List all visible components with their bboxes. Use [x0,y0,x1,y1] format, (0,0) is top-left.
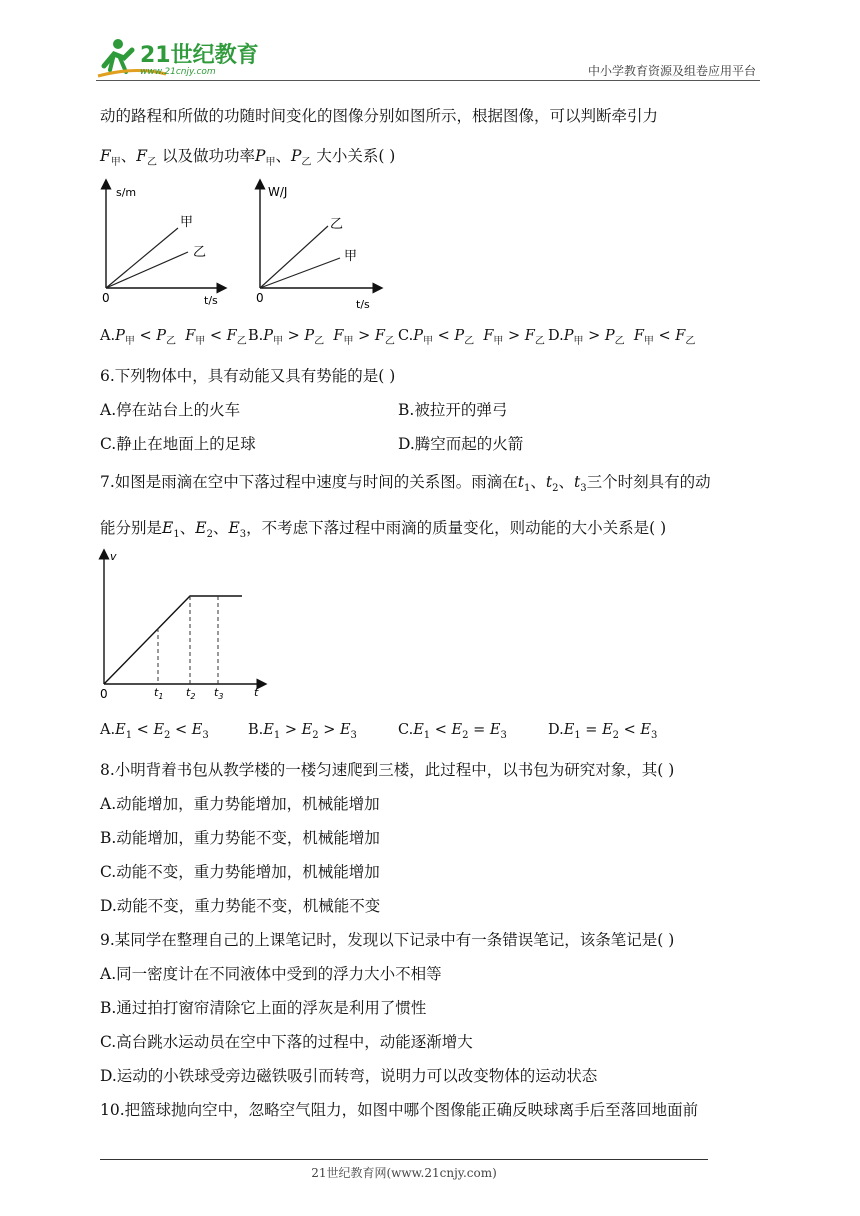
graph2-origin: 0 [256,291,264,305]
q7-option-d[interactable]: $D.E_1 = E_2 < E_3$ [548,722,658,741]
q7-option-c[interactable]: $C.E_1 < E_2 = E_3$ [398,722,507,741]
q5-option-c[interactable]: $C.P_甲 < P_乙$ $F_甲 > F_乙$ [398,328,545,347]
footer-text[interactable]: 21世纪教育网(www.21cnjy.com) [311,1166,497,1180]
q5-option-a[interactable]: $A.P_甲 < P_乙$ $F_甲 < F_乙$ [100,328,247,347]
q8-option-b[interactable]: B.动能增加，重力势能不变，机械能增加 [100,829,380,847]
graph1-label-yi: 乙 [193,245,207,260]
q7-tick-t1: $t_1$ [154,686,164,701]
q8-stem: 8.小明背着书包从教学楼的一楼匀速爬到三楼，此过程中，以书包为研究对象，其( ) [100,761,675,779]
q8-option-c[interactable]: C.动能不变，重力势能增加，机械能增加 [100,863,380,881]
footer-divider [100,1159,708,1160]
header-platform-text: 中小学教育资源及组卷应用平台 [587,64,756,78]
runner-logo-icon [96,36,266,80]
q8-option-d[interactable]: D.动能不变，重力势能不变，机械能不变 [100,897,381,915]
q7-ylabel: v [110,550,117,563]
q7-stem-line1: 7.如图是雨滴在空中下落过程中速度与时间的关系图。雨滴在$t_1$、$t_2$、$t_3$三个时刻具有的动 [100,473,711,495]
q7-option-b[interactable]: $B.E_1 > E_2 > E_3$ [248,722,357,741]
q10-stem: 10.把篮球抛向空中，忽略空气阻力，如图中哪个图像能正确反映球离手后至落回地面前 [100,1101,699,1119]
q7-stem-line2: 能分别是$E_1$、$E_2$、$E_3$，不考虑下落过程中雨滴的质量变化，则动能的大小关系是( ) [100,519,667,541]
graph1-label-jia: 甲 [180,215,194,230]
logo-url: www.21cnjy.com [140,67,216,77]
graph2-label-jia: 甲 [344,249,358,264]
q9-option-b[interactable]: B.通过拍打窗帘清除它上面的浮灰是利用了惯性 [100,999,427,1017]
graph1-origin: 0 [102,291,110,305]
q5-graph-work-time [252,178,392,312]
line-jia [260,258,340,288]
q9-option-a[interactable]: A.同一密度计在不同液体中受到的浮力大小不相等 [100,965,442,983]
graph2-ylabel: W/J [268,185,288,199]
q7-xlabel: t [254,686,259,699]
line-yi [106,252,188,288]
q9-option-d[interactable]: D.运动的小铁球受旁边磁铁吸引而转弯，说明力可以改变物体的运动状态 [100,1067,598,1085]
q5-line2: $F_甲$、$F_乙$ 以及做功功率$P_甲$、$P_乙$ 大小关系( ) [100,147,396,169]
q5-option-b[interactable]: $B.P_甲 > P_乙$ $F_甲 > F_乙$ [248,328,395,347]
q7-tick-t2: $t_2$ [186,686,196,701]
q7-origin: 0 [100,687,108,701]
site-logo [96,36,266,80]
q6-option-b[interactable]: B.被拉开的弹弓 [398,401,508,419]
q9-stem: 9.某同学在整理自己的上课笔记时，发现以下记录中有一条错误笔记，该条笔记是( ) [100,931,675,949]
q5-option-d[interactable]: $D.P_甲 > P_乙$ $F_甲 < F_乙$ [548,328,696,347]
logo-text: 21世纪教育 [140,43,259,68]
q9-option-c[interactable]: C.高台跳水运动员在空中下落的过程中，动能逐渐增大 [100,1033,473,1051]
q8-option-a[interactable]: A.动能增加，重力势能增加，机械能增加 [100,795,380,813]
q6-option-a[interactable]: A.停在站台上的火车 [100,401,241,419]
q7-tick-t3: $t_3$ [214,686,224,701]
line-yi [260,226,328,288]
graph1-xlabel: t/s [204,294,218,307]
velocity-curve [104,596,242,684]
q7-option-a[interactable]: $A.E_1 < E_2 < E_3$ [100,722,209,741]
header-divider [96,80,760,81]
graph1-ylabel: s/m [116,186,137,199]
q6-stem: 6.下列物体中，具有动能又具有势能的是( ) [100,367,396,385]
q5-line1: 动的路程和所做的功随时间变化的图像分别如图所示，根据图像，可以判断牵引力 [100,107,659,125]
line-jia [106,228,178,288]
graph2-label-yi: 乙 [330,217,344,232]
q6-option-c[interactable]: C.静止在地面上的足球 [100,435,256,453]
q6-option-d[interactable]: D.腾空而起的火箭 [398,435,524,453]
q7-graph-velocity-time [96,548,276,706]
q5-graph-distance-time [96,178,236,312]
graph2-xlabel: t/s [356,298,370,311]
